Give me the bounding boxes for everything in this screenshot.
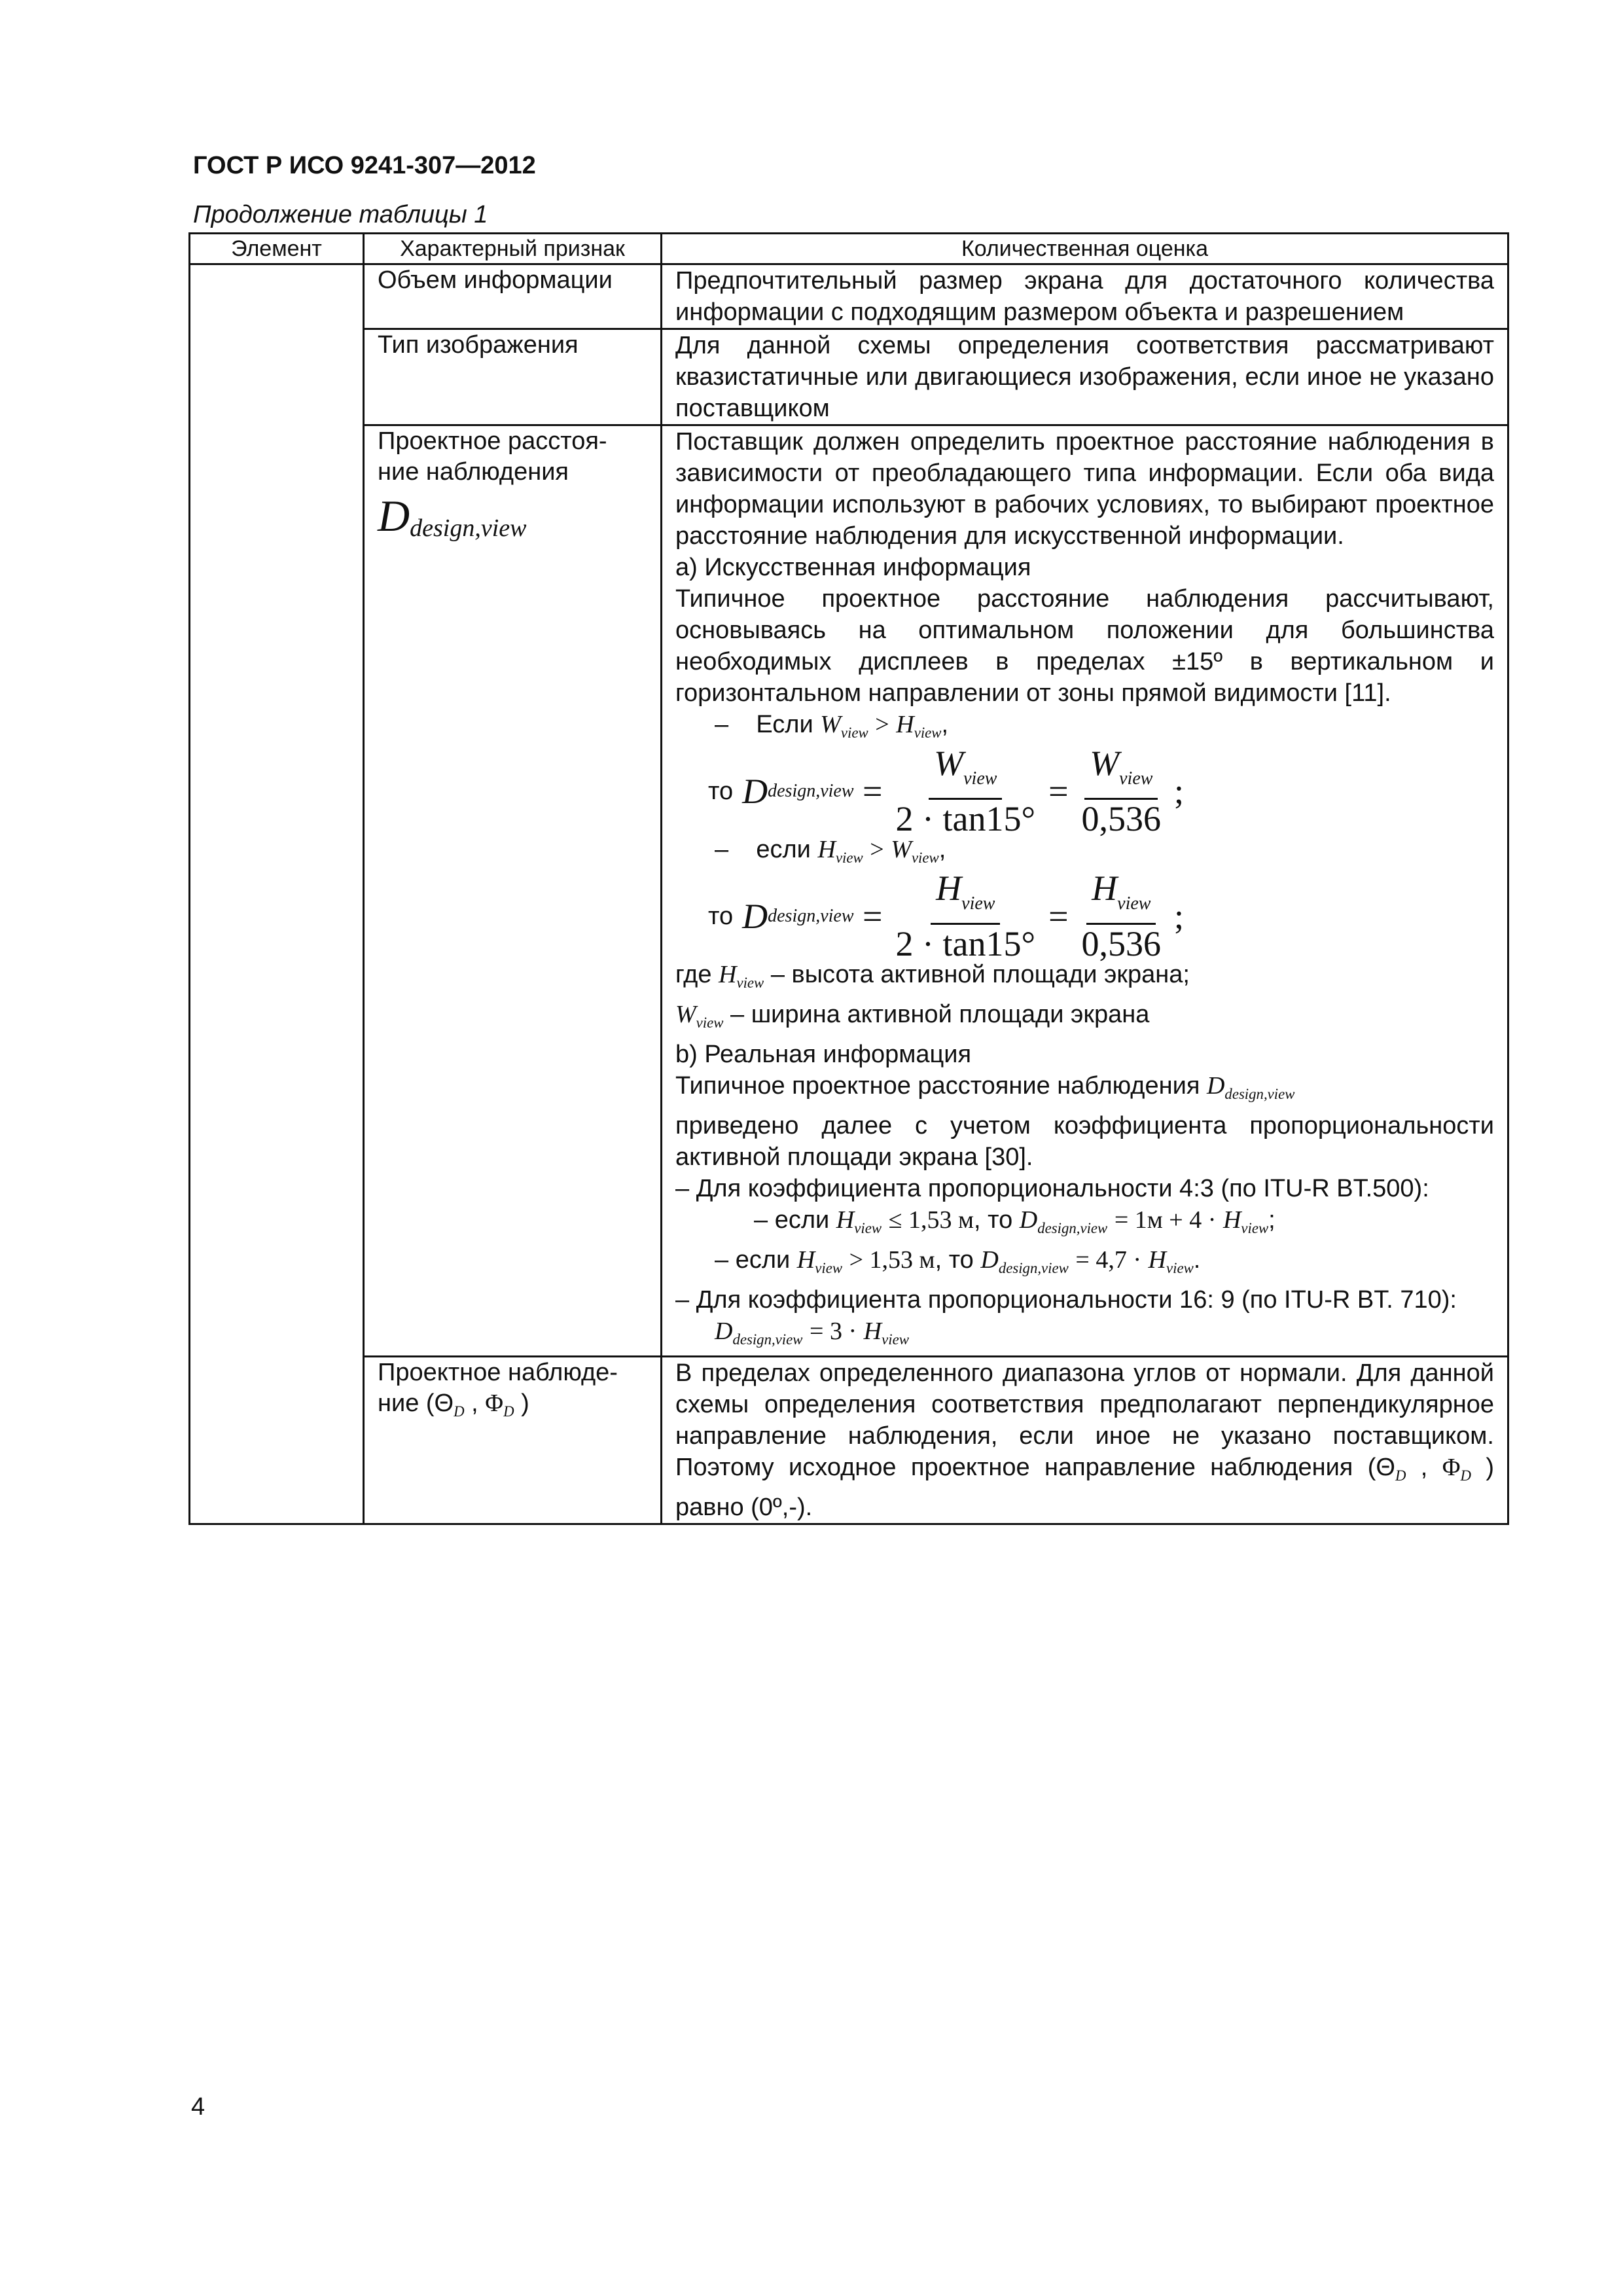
element-cell [190,264,364,1524]
design-distance-symbol: $D_{design,view}$ [378,491,527,542]
ratio-16-9: – Для коэффициента пропорциональности 16: 9 (по ITU-R BT. 710): [675,1285,1457,1314]
feature-text: ние ($\Theta_D$ , $\Phi_D$ ) [378,1389,529,1420]
value-cell: В пределах определенного диапазона углов от нормали. Для данной схемы определения соответствия предполагают перпендикулярное направление наблюдения, если иное не указано поставщиком. Поэтому исходное проектное направление наблюдения ($\Theta_D$ , $\Phi_D$ ) равно (0º,-). [662,1356,1508,1524]
header-feature: Характерный признак [364,234,662,264]
feature-text: ние наблюдения [378,458,569,486]
feature-cell [364,425,662,1357]
condition-below-threshold: – если $H_{view} \le 1,53$ м, то $D_{design,view} = 1м + 4 \cdot H_{view}$; [754,1206,1275,1236]
subsection-b-text: Типичное проектное расстояние наблюдения $D_{design,view}$ [675,1071,1295,1102]
w-definition: $W_{view}$ – ширина активной площади экрана [675,1000,1150,1031]
header-assessment: Количественная оценка [662,234,1508,264]
feature-text: Проектное наблюде- [378,1358,618,1386]
feature-cell: Объем информации [364,264,662,329]
subsection-b-text: приведено далее с учетом коэффициента пропорциональности активной площади экрана [30]. [675,1111,1494,1171]
subsection-b-title: b) Реальная информация [675,1040,972,1068]
intro-text: Поставщик должен определить проектное расстояние наблюдения в зависимости от преобладающего типа информации. Если оба вида информации используют в рабочих условиях, то выбирают проектное расстояние наблюдения для искусственной информации. [675,428,1494,550]
subsection-a-title: а) Искусственная информация [675,554,1031,581]
value-cell: Предпочтительный размер экрана для достаточного количества информации с подходящим размером объекта и разрешением [662,264,1508,329]
formula-w: то D design,view = $\frac{W_{view}}{2 \cdot \tan 15^\circ}$ = $\frac{W_{view}}{0,536}$ ; [708,744,1185,839]
condition-w-greater: – Если $W_{view} > H_{view}$, [715,711,949,741]
condition-above-threshold: – если $H_{view} > 1,53$ м, то $D_{design,view} = 4,7 \cdot H_{view}$. [715,1246,1201,1276]
page-number: 4 [191,2093,205,2121]
table-caption: Продолжение таблицы 1 [193,201,488,228]
table-row [190,425,1508,1357]
ratio-4-3: – Для коэффициента пропорциональности 4:3 (по ITU-R BT.500): [675,1174,1429,1202]
header-element: Элемент [190,234,364,264]
h-definition: где $H_{view}$ – высота активной площади экрана; [675,960,1190,991]
table-row [190,264,1508,329]
standard-code: ГОСТ Р ИСО 9241-307—2012 [193,152,536,179]
assessment-table [188,232,1509,1525]
feature-text: Проектное расстоя- [378,427,607,455]
formula-h: то D design,view = $\frac{H_{view}}{2 \cdot \tan 15^\circ}$ = $\frac{H_{view}}{0,536}$ ; [708,869,1185,964]
condition-h-greater: – если $H_{view} > W_{view}$, [715,835,946,866]
table-row [190,329,1508,425]
table-header-row [190,234,1508,264]
feature-cell: Тип изображения [364,329,662,425]
formula-16-9: $D_{design,view} = 3 \cdot H_{view}$ [715,1317,909,1348]
value-cell [662,425,1508,1357]
value-cell: Для данной схемы определения соответствия рассматривают квазистатичные или двигающиеся изображения, если иное не указано поставщиком [662,329,1508,425]
subsection-a-text: Типичное проектное расстояние наблюдения рассчитывают, основываясь на оптимальном положении для большинства необходимых дисплеев в пределах ±15º в вертикальном и горизонтальном направлении от зоны прямой видимости [11]. [675,585,1494,707]
feature-cell [364,1356,662,1524]
table-row [190,1356,1508,1524]
